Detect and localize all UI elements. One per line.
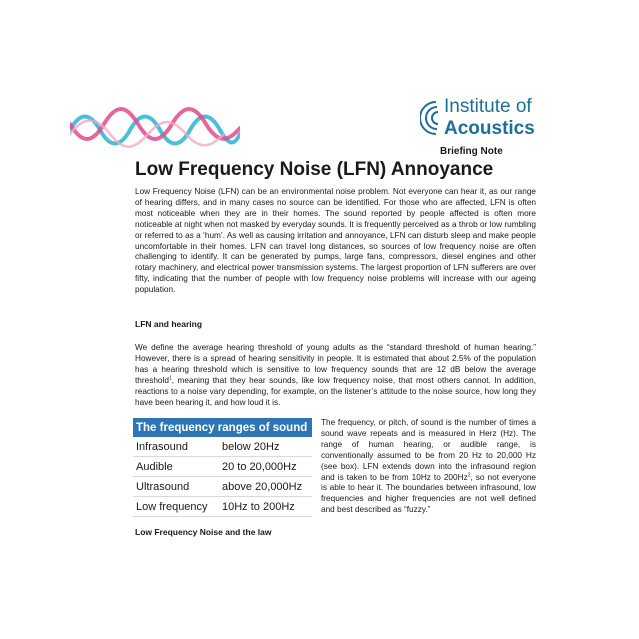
table-row: [133, 497, 312, 517]
intro-paragraph: Low Frequency Noise (LFN) can be an environmental noise problem. Not everyone can hear it, as our range of hearing differs, and in many cases no source can be identified. For those who are affected, LFN is often most noticeable when they are in their homes. The sound reported by people affected is often more noticeable at night when not masked by everyday sounds. It is frequently perceived as a throb or low rumbling or referred to as a ‘hum’. As well as causing irritation and annoyance, LFN can disturb sleep and make people uncomfortable in their homes. LFN can travel long distances, so sources of low frequency noise are often challenging to identify. It can be generated by pumps, large fans, compressors, diesel engines and other rotary machinery, and electrical power transmission systems. The largest proportion of LFN sufferers are over fifty, indicating that the number of people with low frequency noise problems will increase with our ageing population.: [135, 187, 536, 295]
footnote-ref-2: 2: [467, 471, 471, 478]
range-name: Audible: [133, 457, 219, 477]
footnote-ref-1: 1: [168, 374, 172, 381]
range-value: 20 to 20,000Hz: [219, 457, 312, 477]
table-header: The frequency ranges of sound: [133, 418, 312, 437]
range-name: Ultrasound: [133, 477, 219, 497]
hearing-paragraph: [135, 343, 536, 408]
table-row: [133, 477, 312, 497]
logo-text-line2: Acoustics: [444, 118, 535, 139]
range-name: Infrasound: [133, 437, 219, 457]
frequency-text-b: , so not everyone is able to hear it. The boundaries between infrasound, low frequencies and higher frequencies are not well defined and best described as “fuzzy.”: [321, 472, 536, 515]
sound-arcs-icon: [420, 98, 440, 138]
range-value: below 20Hz: [219, 437, 312, 457]
table-row: [133, 437, 312, 457]
frequency-text-a: The frequency, or pitch, of sound is the number of times a sound wave repeats and is measured in Herz (Hz). The range of human hearing, or audible range, is conventionally assumed to be from 20 Hz to 20,000 Hz (see box). LFN extends down into the infrasound region and is taken to be from 10Hz to 200Hz: [321, 418, 536, 482]
frequency-ranges-table: [133, 418, 312, 517]
table-row: [133, 457, 312, 477]
wave-pink-light: [70, 121, 224, 147]
page-title: Low Frequency Noise (LFN) Annoyance: [135, 159, 494, 180]
range-value: above 20,000Hz: [219, 477, 312, 497]
range-name: Low frequency: [133, 497, 219, 517]
institute-of-acoustics-logo: [420, 96, 550, 144]
frequency-paragraph: [321, 418, 536, 516]
logo-text-line1: Institute of: [444, 96, 532, 117]
section-heading-hearing: LFN and hearing: [135, 319, 203, 329]
table-header-row: [133, 418, 312, 437]
hearing-text-b: , meaning that they hear sounds, like low frequency noise, that most others cannot. In addition, reactions to a noise vary depending, for example, on the listener’s attitude to the noise source, how long they have been hearing it, and how loud it is.: [135, 375, 536, 407]
section-heading-law: Low Frequency Noise and the law: [135, 527, 272, 537]
briefing-note-label: Briefing Note: [440, 146, 503, 157]
hearing-text-a: We define the average hearing threshold of young adults as the “standard threshold of human hearing.” However, there is a spread of hearing sensitivity in people. It is estimated that about 2.5% of the population has a hearing threshold which is sensitive to low frequency sounds that are 12 dB below the average threshold: [135, 343, 536, 385]
range-value: 10Hz to 200Hz: [219, 497, 312, 517]
sound-waves-graphic: [70, 104, 240, 150]
